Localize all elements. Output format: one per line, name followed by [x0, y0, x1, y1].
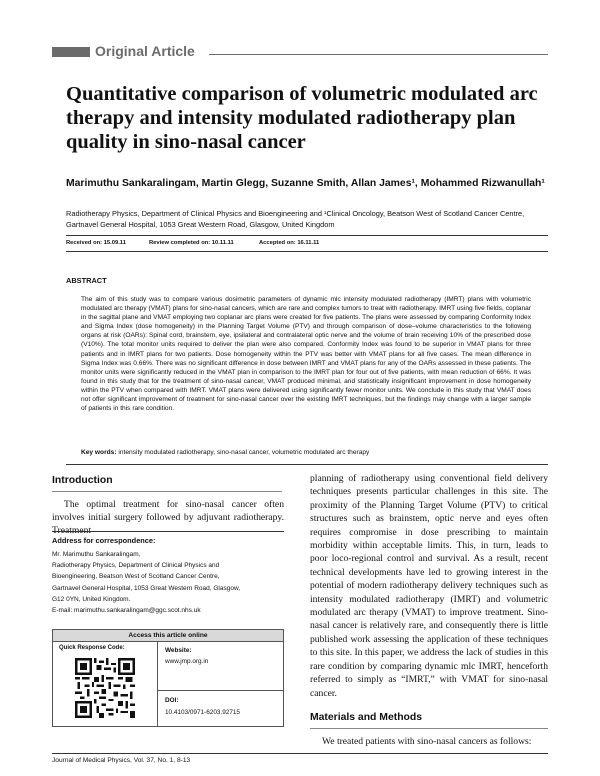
affiliation: Radiotherapy Physics, Department of Clinical Physics and Bioengineering and ¹Clinical Oncology, Beatson West of Scotland Cancer Centre, Gartnavel General Hospital, 1053 Great Western Road, Glasgow, United Kingdom	[66, 209, 525, 229]
keywords-value: intensity modulated radiotherapy, sino-nasal cancer, volumetric modulated arc therapy	[118, 449, 370, 456]
banner-bar	[52, 47, 90, 57]
paper-title: Quantitative comparison of volumetric modulated arc therapy and intensity modulated radiotherapy plan quality in sino-nasal cancer	[66, 83, 538, 153]
article-type-banner	[52, 44, 548, 60]
doi-label: DOI:	[165, 697, 179, 704]
qr-label: Quick Response Code:	[59, 645, 125, 651]
methods-heading: Materials and Methods	[310, 712, 423, 723]
introduction-rule	[52, 491, 282, 492]
received-date: Received on: 15.09.11	[66, 240, 126, 246]
banner-rule	[209, 54, 548, 55]
methods-rule	[310, 728, 548, 729]
abstract-text: The aim of this study was to compare various dosimetric parameters of dynamic mlc intensity modulated radiotherapy (IMRT) plans with volumetric modulated arc therapy (VMAT) plans for sino-nasal cancers, which are rare and complex tumors to treat with radiotherapy. IMRT using five fields, coplanar in the sagittal plane and VMAT employing two coplanar arc plans were created for five patients. The plans were assessed by comparing Conformity Index and Sigma Index (dose homogeneity) in the Planning Target Volume (PTV) and through comparison of dose–volume characteristics to the following organs at risk (OARs): Spinal cord, brainstem, eye, ipsilateral and contralateral optic nerve and the volume of brain receiving 10% of the prescribed dose (V10%). The total monitor units required to deliver the plan were also compared. Conformity Index was found to be superior in VMAT plans for three patients and in IMRT plans for two patients. Dose homogeneity within the PTV was better with VMAT plans for all five cases. The mean difference in Sigma Index was 0.66%. There was no significant difference in dose between IMRT and VMAT plans for any of the OARs assessed in these patients. The monitor units were significantly reduced in the VMAT plan in comparison to the IMRT plan for four out of five patients, with mean reduction of 66%. It was found in this study that for the treatment of sino-nasal cancer, VMAT produced minimal, and statistically insignificant improvement in dose homogeneity within the PTV when compared with IMRT. VMAT plans were delivered using significantly fewer monitor units. We conclude in this study that VMAT does not offer significant improvement of treatment for sino-nasal cancer over the existing IMRT techniques, but the findings may change with a larger sample of patients in this rare condition.	[81, 296, 531, 413]
doi-link[interactable]: 10.4103/0971-6203.92715	[165, 709, 240, 716]
access-online-box	[52, 629, 284, 727]
correspondence-line: Mr. Marimuthu Sankaralingam,	[52, 551, 141, 558]
keywords-label: Key words:	[81, 449, 117, 456]
introduction-heading: Introduction	[52, 475, 113, 486]
author-list: Marimuthu Sankaralingam, Martin Glegg, Suzanne Smith, Allan James¹, Mohammed Rizwanullah¹	[66, 178, 545, 189]
abstract-bottom-rule	[66, 464, 548, 465]
dates-bottom-rule	[66, 251, 548, 252]
abstract-heading: ABSTRACT	[66, 276, 107, 285]
introduction-paragraph-right: planning of radiotherapy using conventional field delivery techniques presents particular challenges in this site. The proximity of the Planning Target Volume (PTV) to critical structures such as brainstem, optic nerve and eyes often requires compromise in dose prescribing to maintain morbidity within acceptable limits. This, in turn, leads to poor loco-regional control and survival. As a result, recent technical developments have led to growing interest in the potential of modern radiotherapy delivery techniques such as intensity modulated radiotherapy (IMRT) and volumetric modulated arc therapy (VMAT) to improve treatment. Sino-nasal cancer is relatively rare, and consequently there is little published work assessing the application of these techniques to this site. In this paper, we address the lack of studies in this rare condition by comparing dynamic mlc IMRT, henceforth referred to simply as “IMRT,” with VMAT for sino-nasal cancer.	[310, 473, 548, 699]
website-label: Website:	[165, 647, 192, 654]
correspondence-line: G12 0YN, United Kingdom.	[52, 595, 131, 603]
footer-rule	[52, 753, 548, 754]
correspondence-block	[52, 549, 284, 616]
correspondence-heading: Address for correspondence:	[52, 536, 156, 545]
qr-code-icon[interactable]	[75, 658, 135, 718]
correspondence-line: Gartnavel General Hospital, 1053 Great Western Road, Glasgow,	[52, 584, 241, 592]
access-divider	[157, 642, 158, 727]
access-hline	[157, 690, 284, 691]
keywords	[81, 448, 531, 457]
article-type-label: Original Article	[95, 43, 195, 59]
dates-top-rule	[66, 235, 548, 236]
journal-footer: Journal of Medical Physics, Vol. 37, No. 1, 8-13	[52, 757, 191, 764]
website-link[interactable]: www.jmp.org.in	[165, 658, 209, 665]
review-date: Review completed on: 10.11.11	[149, 240, 234, 246]
methods-paragraph: We treated patients with sino-nasal cancers as follows:	[322, 736, 532, 747]
correspondence-email[interactable]: E-mail: marimuthu.sankaralingam@ggc.scot.nhs.uk	[52, 607, 201, 615]
introduction-paragraph-left: The optimal treatment for sino-nasal cancer often involves initial surgery followed by adjuvant radiotherapy.	[52, 499, 284, 523]
correspondence-line: Bioengineering, Beatson West of Scotland Cancer Centre,	[52, 573, 220, 581]
accepted-date: Accepted on: 16.11.11	[259, 240, 320, 246]
correspondence-line: Radiotherapy Physics, Department of Clinical Physics and	[52, 562, 220, 570]
correspondence-rule	[52, 531, 284, 532]
access-online-heading: Access this article online	[53, 630, 283, 642]
